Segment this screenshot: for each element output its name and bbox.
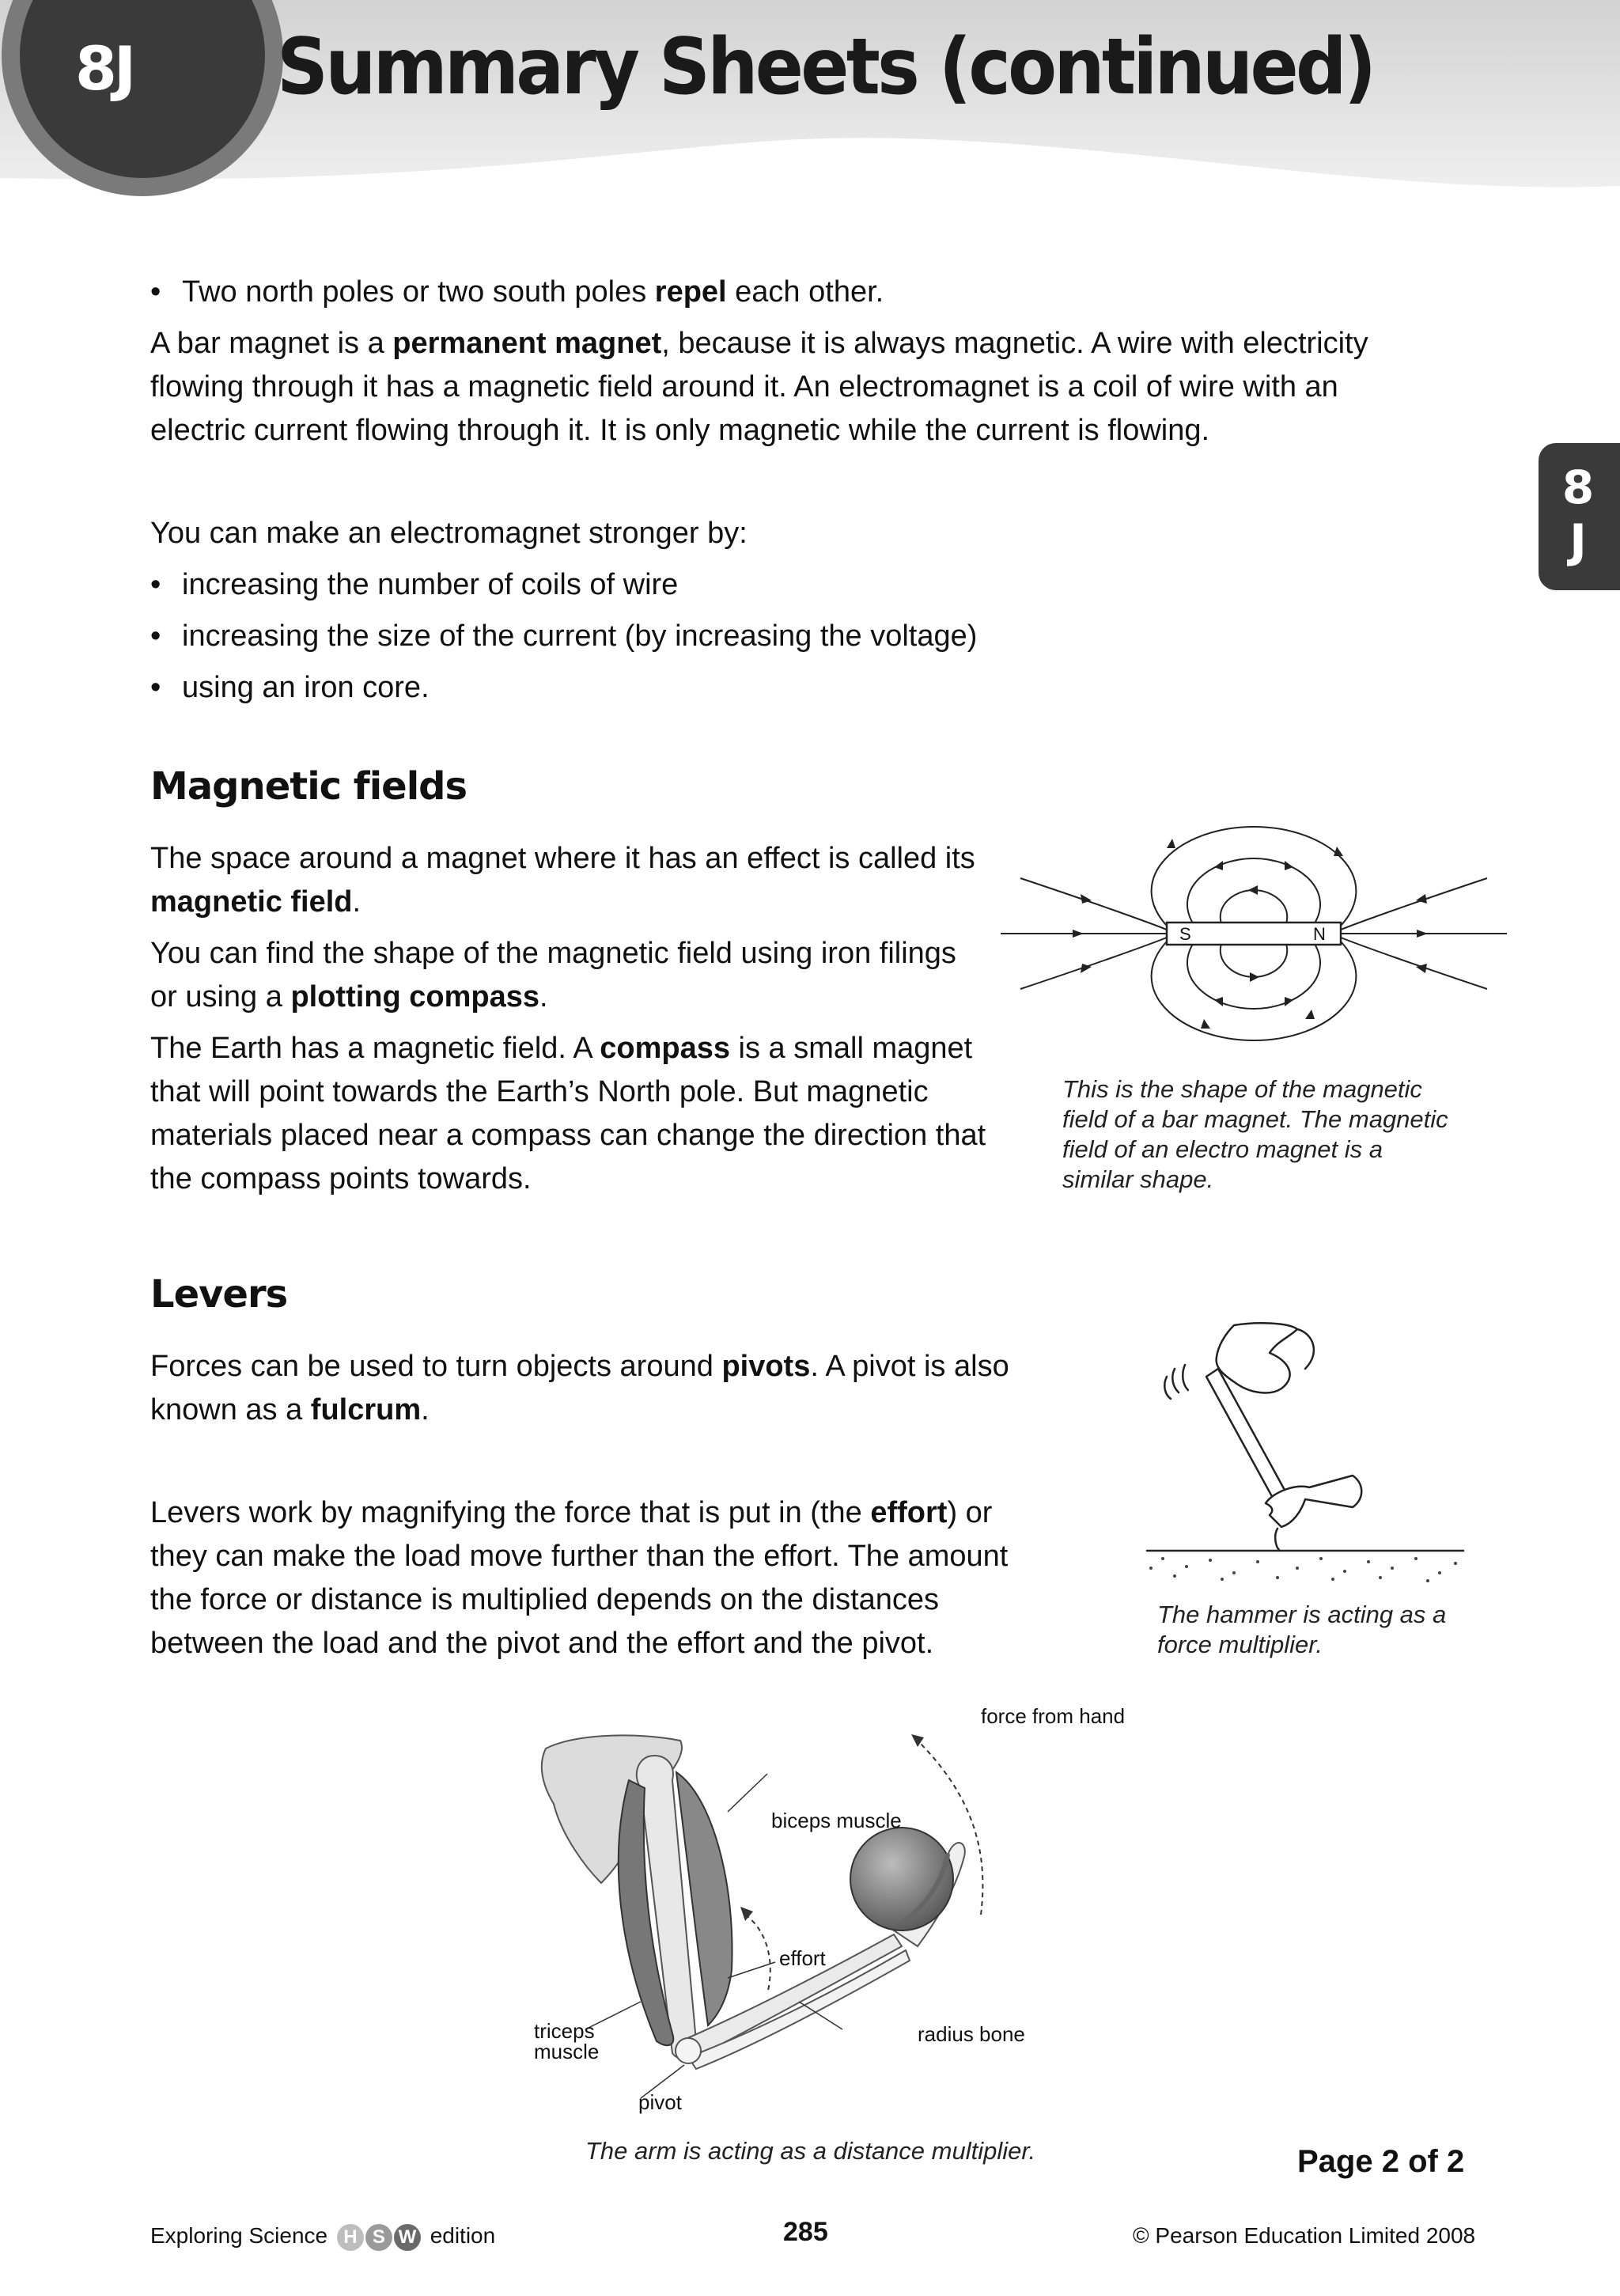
stronger-bullet: • increasing the number of coils of wire — [150, 563, 678, 607]
side-tab-letter: J — [1569, 514, 1587, 568]
levers-line: the force or distance is multiplied depends on the distances — [150, 1583, 940, 1616]
stronger-bullet: • increasing the size of the current (by increasing the voltage) — [150, 615, 977, 658]
levers-line: Levers work by magnifying the force that is put in (the effort) or — [150, 1496, 993, 1529]
para-permanent-magnet-line-3: electric current flowing through it. It is only magnetic while the current is flowing. — [150, 414, 1210, 447]
para-permanent-magnet-line-2: flowing through it has a magnetic field around it. An electromagnet is a coil of wire with an — [150, 370, 1338, 404]
label-radius-bone: radius bone — [918, 2022, 1025, 2046]
mf-line: You can find the shape of the magnetic field using iron filings — [150, 937, 956, 970]
hammer-caption-line: The hammer is acting as a — [1157, 1601, 1447, 1628]
hammer-caption-line: force multiplier. — [1157, 1631, 1323, 1658]
page-title: Summary Sheets (continued) — [277, 22, 1374, 112]
bar-magnet-field-diagram — [997, 815, 1511, 1052]
para-permanent-magnet-line-1: A bar magnet is a permanent magnet, because it is always magnetic. A wire with electricity — [150, 327, 1368, 360]
page-indicator: Page 2 of 2 — [1297, 2144, 1465, 2179]
label-pivot: pivot — [638, 2090, 682, 2114]
mf-line: The space around a magnet where it has an effect is called its — [150, 842, 975, 875]
heading-magnetic-fields: Magnetic fields — [150, 764, 467, 809]
levers-line: Forces can be used to turn objects around pivots. A pivot is also — [150, 1350, 1009, 1383]
mf-line: or using a plotting compass. — [150, 980, 548, 1013]
levers-line: they can make the load move further than the effort. The amount — [150, 1540, 1009, 1573]
label-triceps-muscle: triceps muscle — [534, 2019, 600, 2063]
mf-line: The Earth has a magnetic field. A compass is a small magnet — [150, 1032, 973, 1065]
side-tab-number: 8 — [1561, 460, 1595, 514]
footer-left: Exploring Science H S W edition — [150, 2223, 495, 2251]
magnet-caption-line: field of an electro magnet is a — [1062, 1135, 1383, 1163]
hammer-illustration — [1139, 1321, 1471, 1590]
mf-line: materials placed near a compass can change the direction that — [150, 1119, 986, 1152]
label-effort: effort — [779, 1946, 826, 1970]
magnet-caption-line: This is the shape of the magnetic — [1062, 1075, 1422, 1103]
footer-copyright: © Pearson Education Limited 2008 — [1133, 2223, 1476, 2248]
magnet-south-label: S — [1179, 924, 1191, 944]
label-biceps-muscle: biceps muscle — [771, 1809, 902, 1832]
levers-line: between the load and the pivot and the effort and the pivot. — [150, 1627, 934, 1660]
footer-page-number: 285 — [783, 2217, 828, 2247]
heading-levers: Levers — [150, 1272, 288, 1317]
magnet-caption-line: similar shape. — [1062, 1165, 1214, 1193]
stronger-bullet: • using an iron core. — [150, 666, 430, 710]
side-tab — [1539, 443, 1620, 590]
bullet-repel: • Two north poles or two south poles repel each other. — [150, 271, 884, 314]
levers-line: known as a fulcrum. — [150, 1393, 430, 1426]
stronger-intro: You can make an electromagnet stronger by: — [150, 517, 748, 550]
hsw-logo: H S W — [337, 2223, 421, 2251]
arm-caption: The arm is acting as a distance multiplier. — [585, 2137, 1036, 2165]
magnet-north-label: N — [1313, 924, 1326, 944]
magnet-caption-line: field of a bar magnet. The magnetic — [1062, 1105, 1448, 1133]
unit-badge: 8J — [75, 33, 134, 104]
mf-line: that will point towards the Earth’s North pole. But magnetic — [150, 1075, 929, 1108]
mf-line: the compass points towards. — [150, 1162, 532, 1195]
arm-lever-illustration — [530, 1709, 1147, 2120]
label-force-from-hand: force from hand — [981, 1704, 1126, 1728]
mf-line: magnetic field. — [150, 885, 361, 919]
